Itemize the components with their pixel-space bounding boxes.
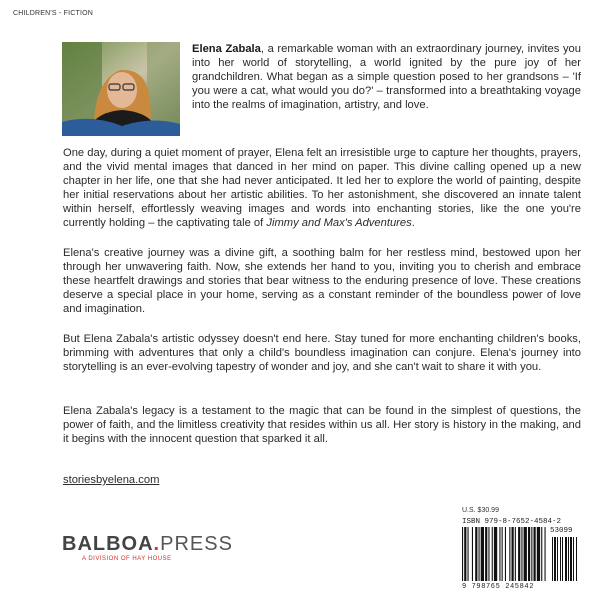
barcode-bar xyxy=(537,527,540,581)
price-label: U.S. $30.99 xyxy=(462,507,499,514)
barcode-bar xyxy=(488,527,489,581)
book-title: Jimmy and Max's Adventures xyxy=(266,217,412,230)
author-photo xyxy=(62,42,180,136)
barcode-bar xyxy=(528,527,530,581)
barcode-bar xyxy=(505,527,506,581)
barcode-bar xyxy=(472,527,473,581)
barcode-addon-bar xyxy=(554,537,556,581)
body-paragraph-4: Elena Zabala's legacy is a testament to the magic that can be found in the simplest of questions, the power of faith, and the limitless creativity that resides within us all. Her story is history in the making, and it begins with the innocent question that sparked it all. xyxy=(63,405,581,446)
barcode-bar xyxy=(512,527,514,581)
publisher-logo xyxy=(62,533,233,562)
barcode-bar xyxy=(462,527,463,581)
isbn-label: ISBN 979-8-7652-4584-2 xyxy=(462,518,562,526)
barcode-bar xyxy=(502,527,503,581)
publisher-name-2: PRESS xyxy=(160,533,233,555)
addon-number: 53099 xyxy=(550,527,573,535)
barcode-bar xyxy=(494,527,497,581)
barcode-addon-bar xyxy=(568,537,569,581)
author-intro xyxy=(192,43,581,113)
publisher-dot: . xyxy=(153,533,161,555)
barcode-bar xyxy=(492,527,493,581)
body-paragraph-3: But Elena Zabala's artistic odyssey doesn't end here. Stay tuned for more enchanting children's books, brimming with adventures that only a child's boundless imagination can conjure. Elena's journey into storytelling is an ever-evolving tapestry of wonder and joy, and she can't wait to share it with you. xyxy=(63,333,581,374)
barcode-bar xyxy=(499,527,500,581)
author-name: Elena Zabala xyxy=(192,43,261,55)
barcode-bar xyxy=(534,527,536,581)
p1-text: One day, during a quiet moment of prayer, Elena felt an irresistible urge to capture her thoughts, prayers, and the vivid mental images that danced in her mind on paper. This divine calling opened up a new chapter in her life, one that she had never anticipated. It led her to explore the world of painting, despite her initial reservations about her artistic abilities. To her astonishment, she discovered an innate talent within herself, effortlessly weaving images and words into enchanting stories, like the one you're currently holding – the captivating tale of xyxy=(63,147,581,230)
barcode-addon-bar xyxy=(573,537,574,581)
barcode-bar xyxy=(518,527,520,581)
body-paragraph-2: Elena's creative journey was a divine gift, a soothing balm for her restless mind, bestowed upon her through her unwavering faith. Now, she extends her hand to you, inviting you to cherish and embrace these heartfelt drawings and stories that bear witness to the enduring presence of love. These creations deserve a special place in your home, serving as a constant reminder of the boundless power of love and imagination. xyxy=(63,247,581,316)
barcode-bar xyxy=(485,527,487,581)
ean-number: 9 798765 245842 xyxy=(462,583,535,591)
barcode-addon-bar xyxy=(552,537,553,581)
barcode-bar xyxy=(481,527,484,581)
barcode-addon-bar xyxy=(562,537,563,581)
barcode-bar xyxy=(479,527,480,581)
body-paragraph-1 xyxy=(63,146,581,231)
barcode-bar xyxy=(468,527,469,581)
barcode-addon-bar xyxy=(557,537,558,581)
barcode-bar xyxy=(524,527,527,581)
author-intro-text: , a remarkable woman with an extraordinary journey, invites you into her world of storytelling, a world ignited by the pure joy of her grandchildren. What began as a simple question posed to her grandsons – 'If you were a cat, what would you do?' – transformed into a breathtaking voyage into the realms of imagination, artistry, and love. xyxy=(192,43,581,111)
barcode-bar xyxy=(521,527,522,581)
website-link[interactable]: storiesbyelena.com xyxy=(63,474,160,486)
publisher-division: A DIVISION OF HAY HOUSE xyxy=(82,556,172,562)
barcode-block xyxy=(462,507,582,591)
barcode-bar xyxy=(531,527,532,581)
barcode-addon-bar xyxy=(576,537,577,581)
barcode-addon-bar xyxy=(570,537,572,581)
p1-end: . xyxy=(411,217,415,230)
barcode-addon-bar xyxy=(565,537,567,581)
barcode-bar xyxy=(541,527,542,581)
publisher-name-1: BALBOA xyxy=(62,533,154,555)
barcode-bar xyxy=(509,527,510,581)
barcode-addon-bar xyxy=(560,537,561,581)
barcode-bar xyxy=(545,527,546,581)
category-label: CHILDREN'S - FICTION xyxy=(13,10,94,17)
barcode-bar xyxy=(464,527,466,581)
barcode-image xyxy=(462,527,582,583)
barcode-bar xyxy=(475,527,477,581)
barcode-bar xyxy=(515,527,516,581)
